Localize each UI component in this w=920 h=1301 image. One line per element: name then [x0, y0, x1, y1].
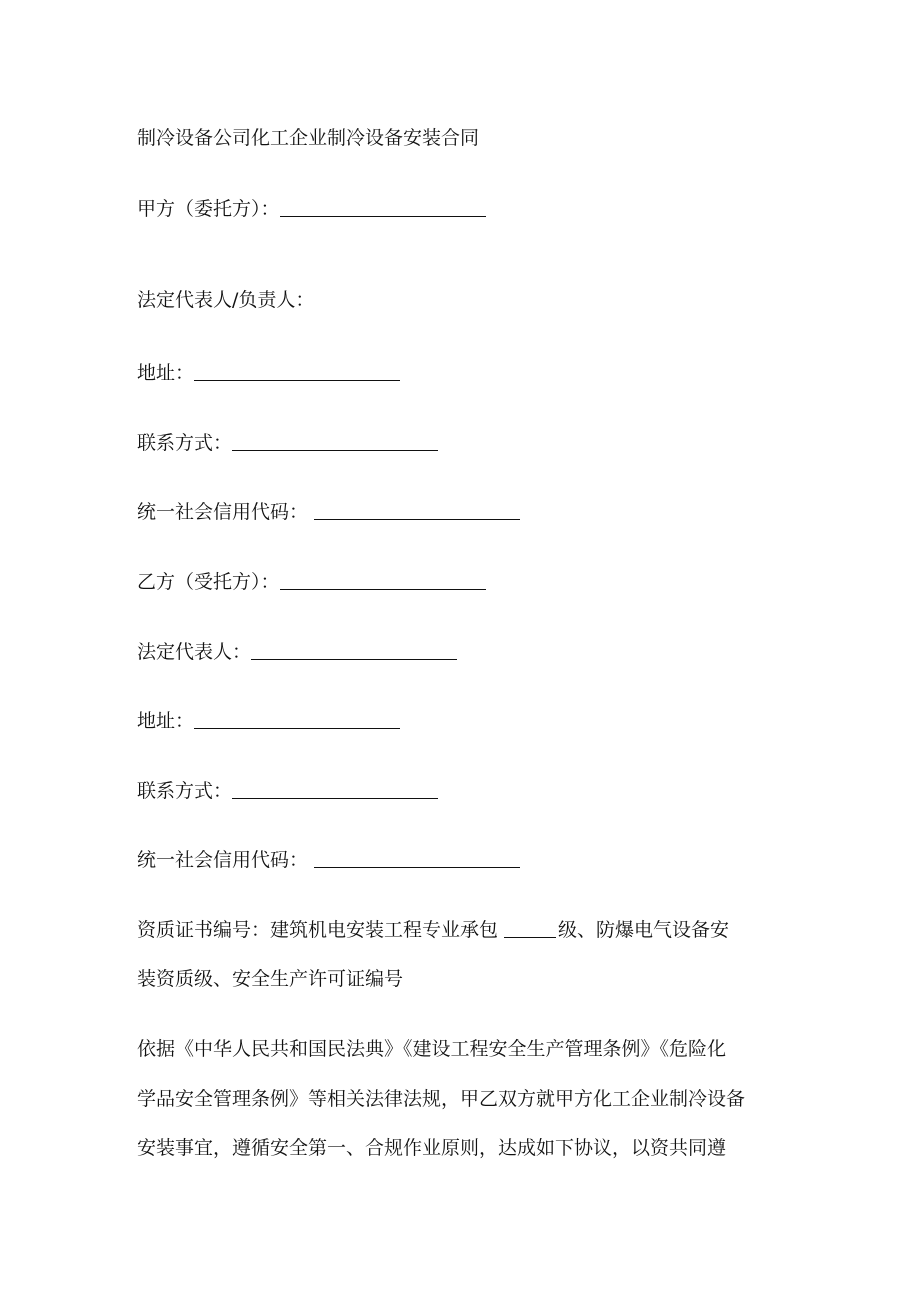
party-a-label: 甲方（委托方）：: [137, 198, 280, 220]
qualification-line-1: [137, 917, 729, 942]
qualification-text-after: 级、防爆电气设备安: [558, 919, 730, 941]
party-a-contact-label: 联系方式：: [137, 432, 233, 454]
party-a-address-blank: [194, 360, 400, 381]
party-a-credit-code-row: [137, 499, 520, 524]
document-title: 制冷设备公司化工企业制冷设备安装合同: [137, 127, 480, 149]
party-b-contact-label: 联系方式：: [137, 780, 233, 802]
qualification-grade-blank: [504, 917, 556, 938]
party-a-blank: [280, 196, 486, 217]
party-b-label: 乙方（受托方）：: [137, 571, 280, 593]
qualification-text-before: 资质证书编号：建筑机电安装工程专业承包: [137, 919, 499, 941]
party-b-blank: [280, 569, 486, 590]
party-b-legal-rep-blank: [251, 639, 457, 660]
party-b-credit-code-blank: [314, 847, 520, 868]
party-a-row: [137, 196, 486, 221]
party-a-contact-blank: [232, 430, 438, 451]
party-b-legal-rep-label: 法定代表人：: [137, 641, 252, 663]
qualification-line-2: 装资质级、安全生产许可证编号: [137, 968, 404, 990]
party-b-contact-blank: [232, 778, 438, 799]
party-b-address-blank: [194, 708, 400, 729]
preamble-line-2: 学品安全管理条例》等相关法律法规，甲乙双方就甲方化工企业制冷设备: [137, 1088, 746, 1110]
party-b-credit-code-label: 统一社会信用代码：: [137, 849, 309, 871]
party-a-credit-code-blank: [314, 499, 520, 520]
party-b-legal-rep-row: [137, 639, 457, 664]
party-a-legal-rep-row: [137, 288, 314, 312]
party-a-credit-code-label: 统一社会信用代码：: [137, 501, 309, 523]
party-a-address-row: [137, 360, 400, 385]
party-b-contact-row: [137, 778, 438, 803]
preamble-line-3: 安装事宜，遵循安全第一、合规作业原则，达成如下协议，以资共同遵: [137, 1137, 727, 1159]
party-a-address-label: 地址：: [137, 362, 195, 384]
party-b-row: [137, 569, 486, 594]
party-b-credit-code-row: [137, 847, 520, 872]
party-b-address-label: 地址：: [137, 710, 195, 732]
party-a-contact-row: [137, 430, 438, 455]
party-b-address-row: [137, 708, 400, 733]
party-a-legal-rep-label: 法定代表人/负责人：: [137, 289, 315, 311]
preamble-line-1: 依据《中华人民共和国民法典》《建设工程安全生产管理条例》《危险化: [137, 1038, 727, 1060]
